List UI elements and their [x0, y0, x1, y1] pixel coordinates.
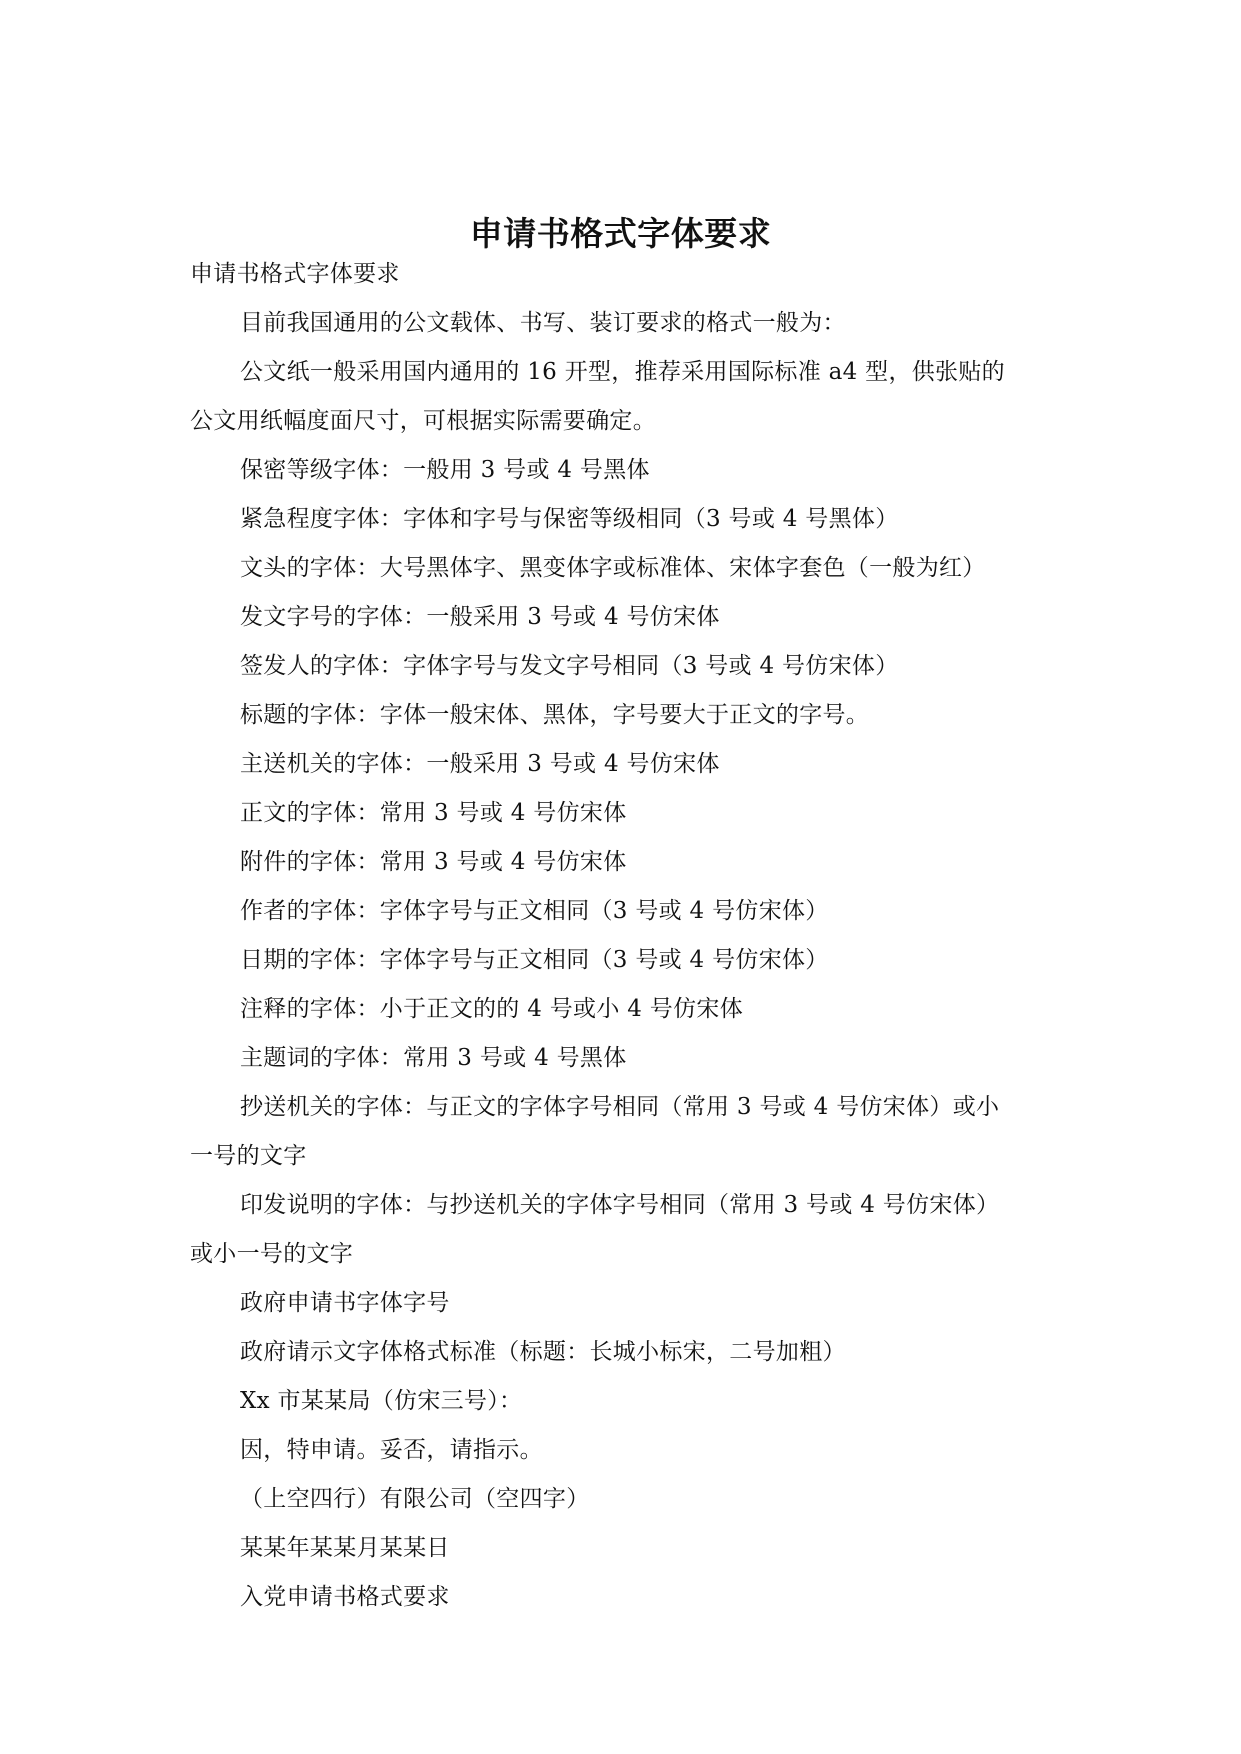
paragraph: 政府请示文字体格式标准（标题：长城小标宋，二号加粗）	[240, 1339, 846, 1365]
paragraph: 政府申请书字体字号	[240, 1290, 450, 1316]
paragraph: 或小一号的文字	[190, 1241, 354, 1267]
paragraph: 发文字号的字体：一般采用 3 号或 4 号仿宋体	[240, 604, 720, 630]
paragraph: 文头的字体：大号黑体字、黑变体字或标准体、宋体字套色（一般为红）	[240, 555, 986, 581]
paragraph: 目前我国通用的公文载体、书写、装订要求的格式一般为：	[240, 310, 846, 336]
paragraph: 印发说明的字体：与抄送机关的字体字号相同（常用 3 号或 4 号仿宋体）	[240, 1192, 1000, 1218]
paragraph: 因，特申请。妥否，请指示。	[240, 1437, 543, 1463]
paragraph: 抄送机关的字体：与正文的字体字号相同（常用 3 号或 4 号仿宋体）或小	[240, 1094, 1000, 1120]
paragraph: 公文用纸幅度面尺寸，可根据实际需要确定。	[190, 408, 656, 434]
paragraph: 紧急程度字体：字体和字号与保密等级相同（3 号或 4 号黑体）	[240, 506, 899, 532]
paragraph: 公文纸一般采用国内通用的 16 开型，推荐采用国际标准 a4 型，供张贴的	[240, 359, 1005, 385]
paragraph: 主题词的字体：常用 3 号或 4 号黑体	[240, 1045, 627, 1071]
paragraph: 一号的文字	[190, 1143, 307, 1169]
paragraph: 正文的字体：常用 3 号或 4 号仿宋体	[240, 800, 627, 826]
paragraph: 作者的字体：字体字号与正文相同（3 号或 4 号仿宋体）	[240, 898, 829, 924]
document-body	[190, 250, 1050, 1622]
paragraph: Xx 市某某局（仿宋三号）：	[240, 1388, 523, 1414]
paragraph: 申请书格式字体要求	[190, 261, 400, 287]
paragraph: 标题的字体：字体一般宋体、黑体，字号要大于正文的字号。	[240, 702, 870, 728]
paragraph: 附件的字体：常用 3 号或 4 号仿宋体	[240, 849, 627, 875]
paragraph: 保密等级字体：一般用 3 号或 4 号黑体	[240, 457, 650, 483]
paragraph: 主送机关的字体：一般采用 3 号或 4 号仿宋体	[240, 751, 720, 777]
paragraph: 注释的字体：小于正文的的 4 号或小 4 号仿宋体	[240, 996, 744, 1022]
document-title: 申请书格式字体要求	[469, 214, 772, 254]
paragraph: 入党申请书格式要求	[240, 1584, 450, 1610]
paragraph: 日期的字体：字体字号与正文相同（3 号或 4 号仿宋体）	[240, 947, 829, 973]
paragraph: 某某年某某月某某日	[240, 1535, 450, 1561]
paragraph: （上空四行）有限公司（空四字）	[240, 1486, 590, 1512]
paragraph: 签发人的字体：字体字号与发文字号相同（3 号或 4 号仿宋体）	[240, 653, 899, 679]
